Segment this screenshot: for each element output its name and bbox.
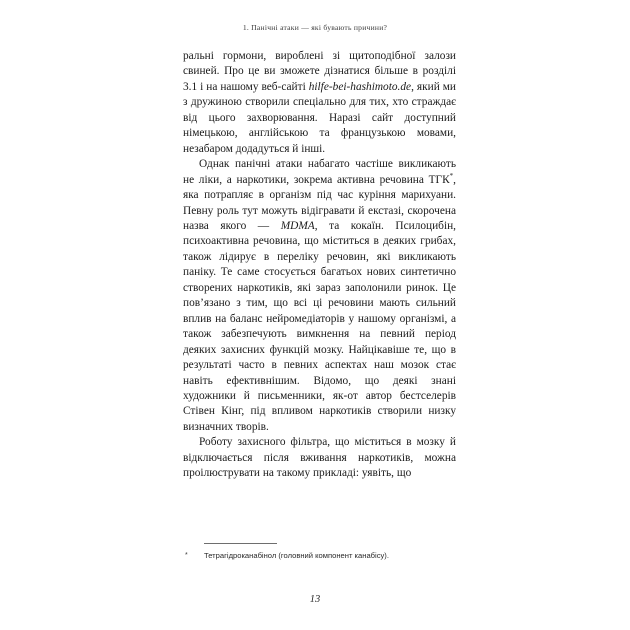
running-header: 1. Панічні атаки — які бувають причини? [242, 23, 388, 32]
text-run: , який ми з дружиною створили спеціально для тих, хто страждає від цього захворювання. Наразі сайт доступний німецькою, англійською та французькою мовами, незабаром додадуться й інші. [183, 80, 456, 155]
text-run: ральні гормони, вироблені зі щитоподібної залози свиней. Про це ви зможете дізнатися більше в розділі 3.1 і на нашому веб-сайті [183, 50, 456, 93]
text-run: Однак панічні атаки набагато частіше викликають не ліки, а наркотики, зокрема активна речовина ТГК [183, 158, 456, 186]
footnote-separator-rule [204, 543, 277, 544]
text-run: , та кокаїн. Псилоцибін, психоактивна речовина, що міститься в деяких грибах, також лідирує в переліку речовин, які викликають паніку. Те саме стосується багатьох нових синтетично створених наркотиків, які зараз заполонили ринок. Це пов’язано з тим, що всі ці речовини мають сильний вплив на баланс нейромедіаторів у нашому організмі, а також забезпечують вимкнення на певний період деяких захисних функцій мозку. Найцікавіше те, що в результаті часто в певних аспектах наш мозок стає навіть ефективнішим. Відомо, що деякі знані художники й письменники, як-от автор бестселерів Стівен Кінг, під впливом наркотиків створили низку визначних творів. [183, 219, 456, 433]
italic-text: MDMA [280, 219, 315, 232]
footnote-marker: * [185, 552, 188, 559]
page-number: 13 [309, 594, 321, 605]
footnote-reference-marker: * [449, 171, 454, 180]
footnote-text: Тетрагідроканабінол (головний компонент канабісу). [204, 551, 389, 560]
paragraph [183, 157, 456, 435]
text-run: Роботу захисного фільтра, що міститься в мозку й відключається після вживання наркотиків, можна проілюструвати на такому прикладі: уявіть, що [183, 436, 456, 480]
paragraph [183, 49, 456, 157]
paragraph [183, 435, 456, 481]
footnote [183, 551, 456, 561]
body-text-block [183, 49, 456, 482]
italic-text: hilfe-bei-hashimoto.de [308, 80, 412, 93]
footnote-area [183, 543, 456, 561]
text-run: , яка потрапляє в організм під час куріння марихуани. Певну роль тут можуть відігравати й екстазі, скорочена назва якого — [183, 173, 456, 232]
